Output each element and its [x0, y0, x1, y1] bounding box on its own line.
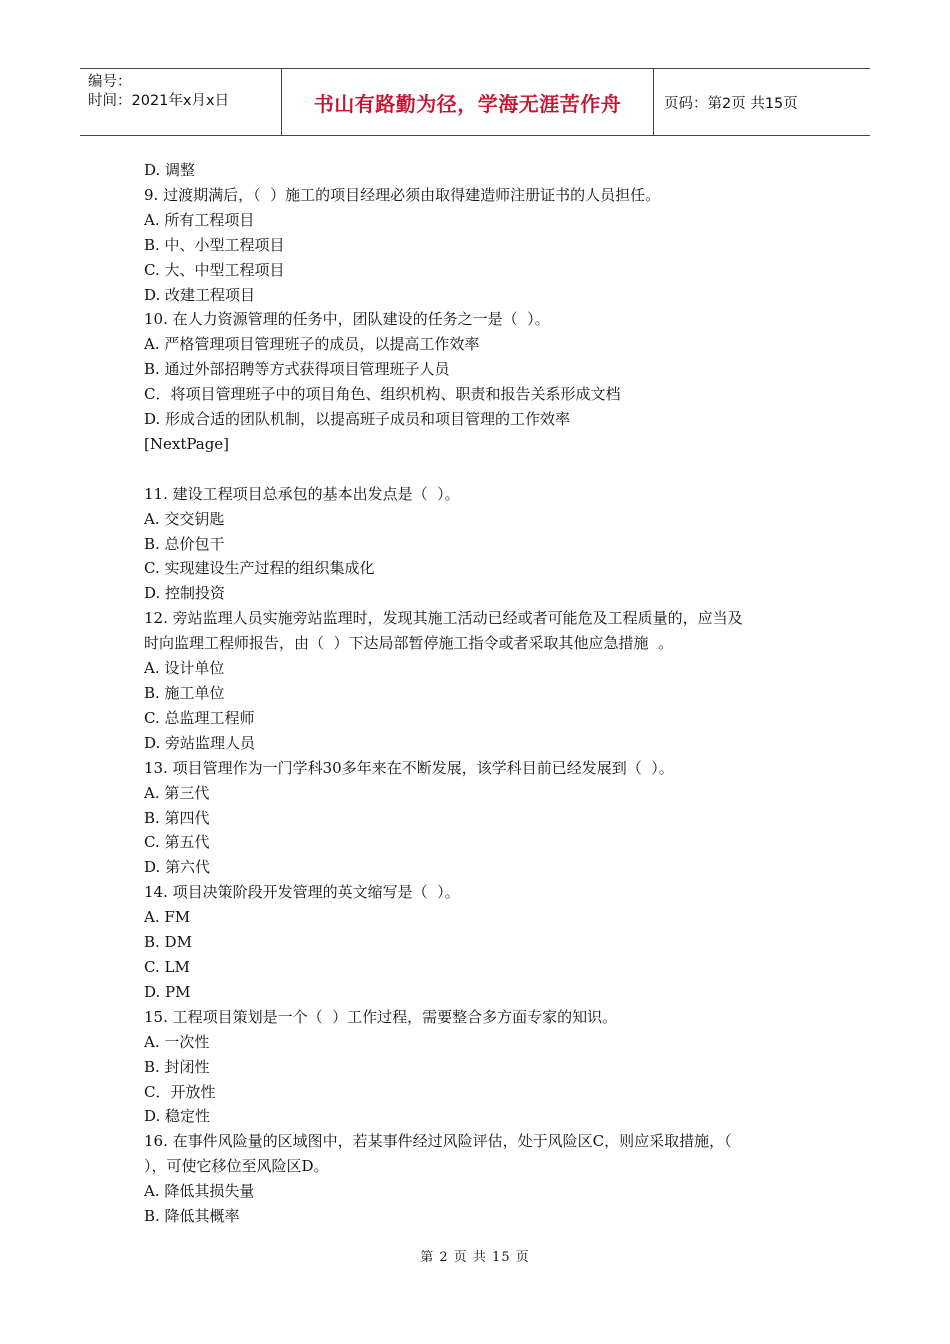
- text-line: 10. 在人力资源管理的任务中，团队建设的任务之一是（ ）。: [144, 310, 550, 329]
- header-meta: [80, 69, 281, 135]
- page-header: [80, 68, 870, 136]
- text-line: B. 施工单位: [144, 684, 225, 703]
- text-line: A. 严格管理项目管理班子的成员，以提高工作效率: [144, 335, 480, 354]
- text-line: D. 稳定性: [144, 1107, 211, 1126]
- text-line: B. 封闭性: [144, 1057, 210, 1076]
- text-line: C. 大、中型工程项目: [144, 260, 285, 279]
- text-line: D. 改建工程项目: [144, 285, 256, 304]
- text-line: A. 降低其损失量: [144, 1182, 255, 1201]
- text-line: B. 第四代: [144, 808, 210, 827]
- text-line: 14. 项目决策阶段开发管理的英文缩写是（ ）。: [144, 883, 460, 902]
- header-page-info: 页码：第2页 共15页: [664, 95, 798, 112]
- text-line: A. FM: [144, 908, 191, 927]
- text-line: 12. 旁站监理人员实施旁站监理时，发现其施工活动已经或者可能危及工程质量的，应当及: [144, 609, 743, 628]
- text-line: B. 降低其概率: [144, 1207, 240, 1226]
- header-motto: 书山有路勤为径，学海无涯苦作舟: [281, 69, 654, 135]
- text-line: D. 控制投资: [144, 584, 226, 603]
- text-line: 13. 项目管理作为一门学科30多年来在不断发展，该学科目前已经发展到（ ）。: [144, 758, 674, 777]
- text-line: A. 所有工程项目: [144, 210, 255, 229]
- text-line: C．开放性: [144, 1082, 216, 1101]
- text-line: B. 通过外部招聘等方式获得项目管理班子人员: [144, 360, 450, 379]
- text-line: D. 形成合适的团队机制，以提高班子成员和项目管理的工作效率: [144, 410, 571, 429]
- text-line: A. 设计单位: [144, 659, 225, 678]
- text-line: D. 第六代: [144, 858, 211, 877]
- page-footer: 第 2 页 共 15 页: [420, 1250, 530, 1265]
- serial-label: 编号：: [88, 74, 132, 90]
- text-line: D. 旁站监理人员: [144, 733, 256, 752]
- text-line: 9. 过渡期满后，（ ）施工的项目经理必须由取得建造师注册证书的人员担任。: [144, 185, 661, 204]
- text-line: ），可使它移位至风险区D。: [144, 1157, 329, 1176]
- text-line: C. 第五代: [144, 833, 210, 852]
- text-line: A. 一次性: [144, 1032, 210, 1051]
- text-line: A. 第三代: [144, 783, 210, 802]
- text-line: D. PM: [144, 982, 191, 1001]
- time-label: 时间：2021年x月x日: [88, 93, 230, 109]
- text-line: B. DM: [144, 933, 192, 952]
- text-line: B. 总价包干: [144, 534, 225, 553]
- text-line: 时向监理工程师报告，由（ ）下达局部暂停施工指令或者采取其他应急措施 。: [144, 634, 674, 653]
- text-line: 11. 建设工程项目总承包的基本出发点是（ ）。: [144, 484, 460, 503]
- document-body: [144, 158, 824, 1229]
- text-line: B. 中、小型工程项目: [144, 235, 285, 254]
- text-line: 15. 工程项目策划是一个（ ）工作过程，需要整合多方面专家的知识。: [144, 1007, 618, 1026]
- text-line: C．将项目管理班子中的项目角色、组织机构、职责和报告关系形成文档: [144, 385, 621, 404]
- text-line: A. 交交钥匙: [144, 509, 225, 528]
- text-line: 16. 在事件风险量的区域图中，若某事件经过风险评估，处于风险区C，则应采取措施，（: [144, 1132, 732, 1151]
- text-line: [NextPage]: [144, 434, 230, 453]
- text-line: [144, 457, 824, 482]
- text-line: C. 总监理工程师: [144, 708, 255, 727]
- text-line: C. LM: [144, 957, 190, 976]
- text-line: D. 调整: [144, 161, 196, 179]
- text-line: C. 实现建设生产过程的组织集成化: [144, 559, 375, 578]
